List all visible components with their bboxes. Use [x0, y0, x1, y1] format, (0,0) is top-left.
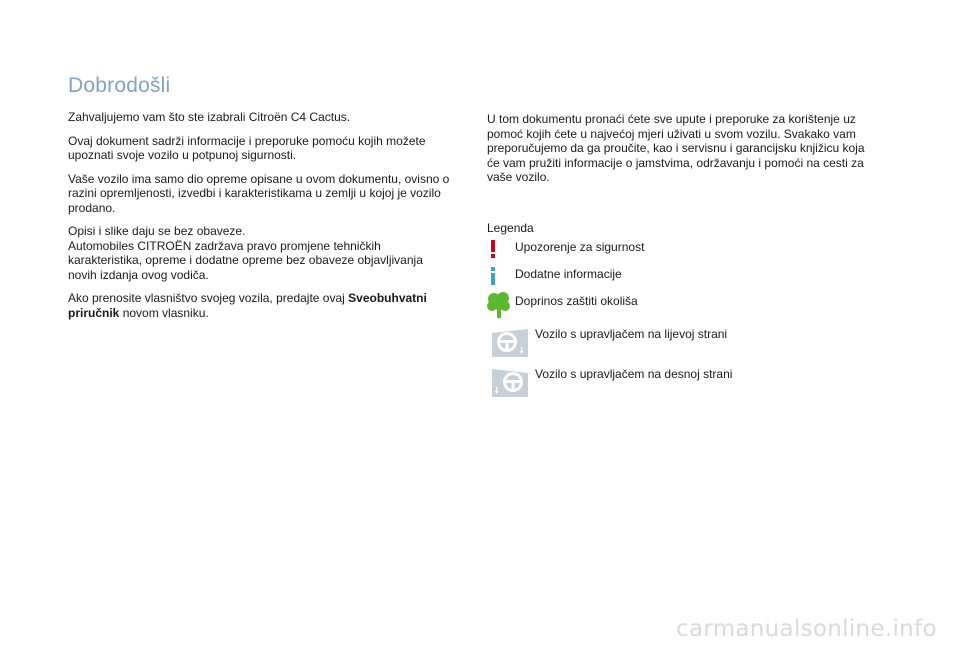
legend-item-safety-warning: Upozorenje za sigurnost — [515, 240, 645, 254]
info-icon — [487, 267, 499, 285]
legend-item-additional-info: Dodatne informacije — [515, 267, 622, 281]
disclaimer-paragraph: Opisi i slike daju se bez obaveze. Automobiles CITROËN zadržava pravo promjene tehničkih karakteristika, opreme i dodatne opreme bez obaveze objavljivanja novih izdanja ovog vodiča. — [68, 224, 423, 282]
legend-item-left-hand-drive: Vozilo s upravljačem na lijevoj strani — [535, 327, 728, 341]
left-hand-drive-icon — [488, 327, 532, 359]
page-title: Dobrodošli — [68, 74, 171, 97]
tree-icon — [487, 292, 511, 318]
left-column — [68, 110, 460, 329]
legend-item-environment: Doprinos zaštiti okoliša — [515, 294, 638, 308]
usage-paragraph: U tom dokumentu pronaći ćete sve upute i preporuke za korištenje uz pomoć kojih ćete u najvećoj mjeri uživati u svom vozilu. Svakako vam preporučujemo da ga proučite, kao i servisnu i garancijsku knjižicu koja će vam pružiti informacije o jamstvima, održavanju i pomoći na cesti za vaše vozilo. — [487, 112, 865, 184]
watermark: carmanualsonline.info — [676, 616, 937, 642]
equipment-paragraph: Vaše vozilo ima samo dio opreme opisane u ovom dokumentu, ovisno o razini opremljenosti, izvedbi i karakteristikama u zemlji u kojoj je vozilo prodano. — [68, 171, 450, 215]
document-purpose-paragraph: Ovaj dokument sadrži informacije i preporuke pomoću kojih možete upoznati svoje vozilo u potpunoj sigurnosti. — [68, 133, 426, 162]
ownership-transfer-paragraph: Ako prenosite vlasništvo svojeg vozila, predajte ovaj Sveobuhvatni priručnik novom vlasniku. — [68, 291, 427, 320]
legend-item-right-hand-drive: Vozilo s upravljačem na desnoj strani — [535, 367, 733, 381]
legend-title: Legenda — [487, 221, 534, 235]
right-column — [487, 112, 879, 194]
warning-exclamation-icon — [487, 240, 499, 258]
right-hand-drive-icon — [488, 367, 532, 399]
intro-paragraph: Zahvaljujemo vam što ste izabrali Citroën C4 Cactus. — [68, 110, 351, 124]
